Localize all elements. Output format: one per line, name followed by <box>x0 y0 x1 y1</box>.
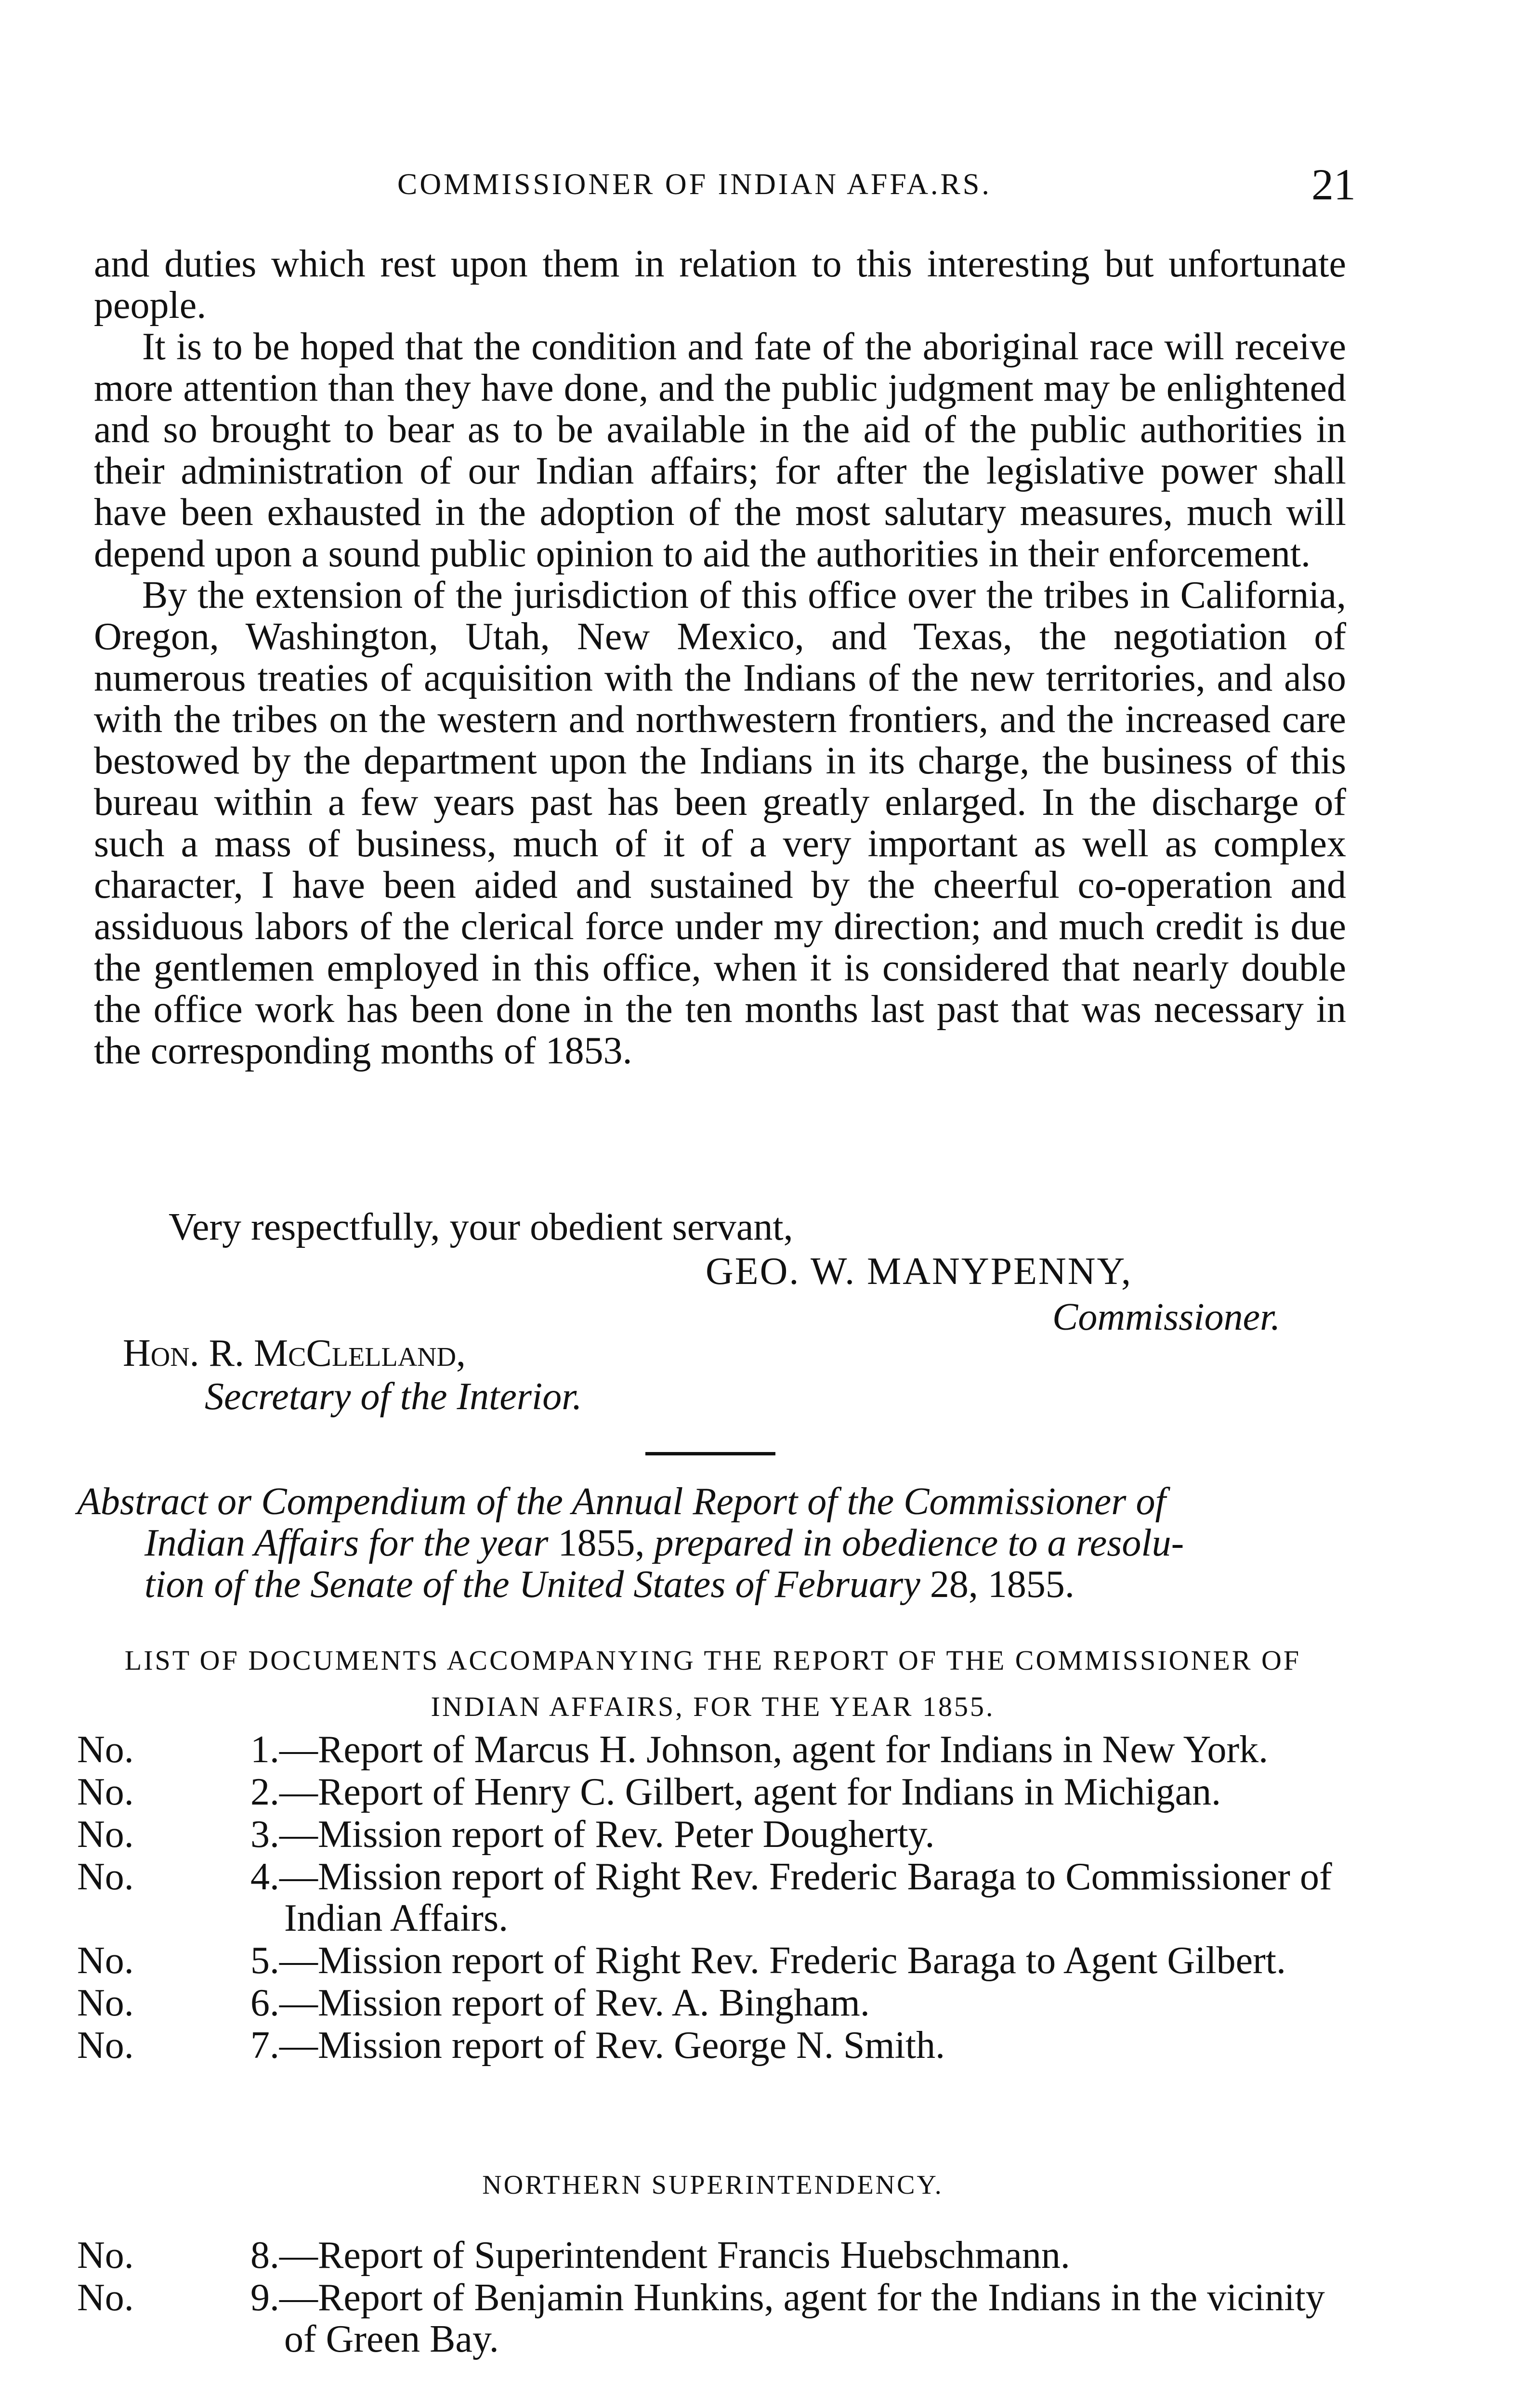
abstract-date: 28, 1855. <box>930 1563 1074 1606</box>
abstract-year: 1855, <box>558 1522 645 1564</box>
document-description: —Report of Superintendent Francis Huebschmann. <box>279 2234 1070 2277</box>
document-description: —Report of Benjamin Hunkins, agent for the Indians in the vicinity of Green Bay. <box>279 2277 1325 2360</box>
document-number: 8. <box>250 2234 279 2277</box>
document-number: 4. <box>250 1856 279 1898</box>
section-divider <box>645 1452 775 1455</box>
paragraph-aboriginal-race: It is to be hoped that the condition and fate of the aboriginal race will receive more attention than they have done, and the public judgment may be enlightened and so brought to bear as to be available in the aid of the public authorities in their administration of our Indian affairs; for after the legislative power shall have been exhausted in the adoption of the most salutary measures, much will depend upon a sound public opinion to aid the authorities in their enforcement. <box>94 326 1346 575</box>
paragraph-jurisdiction: By the extension of the jurisdiction of this office over the tribes in California, Oregon, Washington, Utah, New Mexico, and Texas, the negotiation of numerous treaties of acquisition with the Indians of the new territories, and also with the tribes on the western and northwestern frontiers, and the increased care bestowed by the department upon the Indians in its charge, the business of this bureau within a few years past has been greatly enlarged. In the discharge of such a mass of business, much of it of a very important as well as complex character, I have been aided and sustained by the cheerful co-operation and assiduous labors of the clerical force under my direction; and much credit is due the gentlemen employed in this office, when it is considered that nearly double the office work has been done in the ten months last past that was necessary in the corresponding months of 1853. <box>94 574 1346 1072</box>
document-no-label: No. <box>77 1939 134 1982</box>
abstract-line-3 <box>77 1564 1349 1605</box>
document-description: —Report of Henry C. Gilbert, agent for Indians in Michigan. <box>279 1771 1221 1813</box>
abstract-title <box>77 1481 1349 1605</box>
document-description: —Mission report of Right Rev. Frederic Baraga to Agent Gilbert. <box>279 1939 1286 1982</box>
paragraph-continuation: and duties which rest upon them in relation to this interesting but unfortunate people. <box>94 243 1346 327</box>
document-list-northern <box>77 2235 1339 2361</box>
document-item-8 <box>77 2235 1339 2276</box>
document-number: 2. <box>250 1771 279 1813</box>
document-no-label: No. <box>77 1771 134 1813</box>
document-item-3 <box>77 1814 1339 1855</box>
document-item-2 <box>77 1771 1339 1813</box>
addressee-block <box>123 1332 582 1418</box>
abstract-line-2 <box>77 1522 1349 1564</box>
document-item-9 <box>77 2277 1339 2360</box>
document-item-6 <box>77 1982 1339 2024</box>
addressee-title: Secretary of the Interior. <box>205 1375 582 1418</box>
document-no-label: No. <box>77 2277 134 2319</box>
signer-title: Commissioner. <box>1052 1296 1281 1338</box>
list-heading <box>77 1637 1349 1730</box>
document-description: —Report of Marcus H. Johnson, agent for Indians in New York. <box>279 1728 1269 1771</box>
page-header <box>94 159 1356 212</box>
superintendency-heading: NORTHERN SUPERINTENDENCY. <box>482 2170 943 2200</box>
document-number: 3. <box>250 1813 279 1856</box>
document-number: 9. <box>250 2277 279 2319</box>
document-no-label: No. <box>77 2234 134 2277</box>
list-heading-line-1: LIST OF DOCUMENTS ACCOMPANYING THE REPORT OF THE COMMISSIONER OF <box>124 1645 1301 1676</box>
document-no-label: No. <box>77 1728 134 1771</box>
document-item-1 <box>77 1729 1339 1770</box>
document-no-label: No. <box>77 1813 134 1856</box>
abstract-line-2-end: prepared in obedience to a resolu- <box>654 1522 1184 1564</box>
document-description: —Mission report of Rev. Peter Dougherty. <box>279 1813 935 1856</box>
abstract-line-1: Abstract or Compendium of the Annual Report of the Commissioner of <box>77 1480 1166 1523</box>
document-number: 1. <box>250 1728 279 1771</box>
document-number: 5. <box>250 1939 279 1982</box>
list-heading-line-2: INDIAN AFFAIRS, FOR THE YEAR 1855. <box>431 1691 995 1722</box>
document-description: —Mission report of Rev. A. Bingham. <box>279 1982 870 2024</box>
document-number: 6. <box>250 1982 279 2024</box>
document-list <box>77 1729 1339 2067</box>
document-no-label: No. <box>77 1856 134 1898</box>
document-item-4 <box>77 1856 1339 1939</box>
document-no-label: No. <box>77 1982 134 2024</box>
document-number: 7. <box>250 2024 279 2067</box>
document-description: —Mission report of Right Rev. Frederic Baraga to Commissioner of Indian Affairs. <box>279 1856 1332 1939</box>
document-item-5 <box>77 1940 1339 1981</box>
signer-name: GEO. W. MANYPENNY, <box>706 1250 1132 1293</box>
page-number: 21 <box>1311 160 1356 209</box>
report-body <box>94 243 1346 1072</box>
document-description: —Mission report of Rev. George N. Smith. <box>279 2024 945 2067</box>
document-item-7 <box>77 2025 1339 2066</box>
document-no-label: No. <box>77 2024 134 2067</box>
abstract-line-3-start: tion of the Senate of the United States of February <box>144 1563 920 1606</box>
abstract-line-2-start: Indian Affairs for the year <box>144 1522 549 1564</box>
addressee-name: Hon. R. McClelland, <box>123 1332 466 1374</box>
closing-salutation: Very respectfully, your obedient servant, <box>169 1206 793 1248</box>
running-title: COMMISSIONER OF INDIAN AFFA.RS. <box>397 168 992 201</box>
